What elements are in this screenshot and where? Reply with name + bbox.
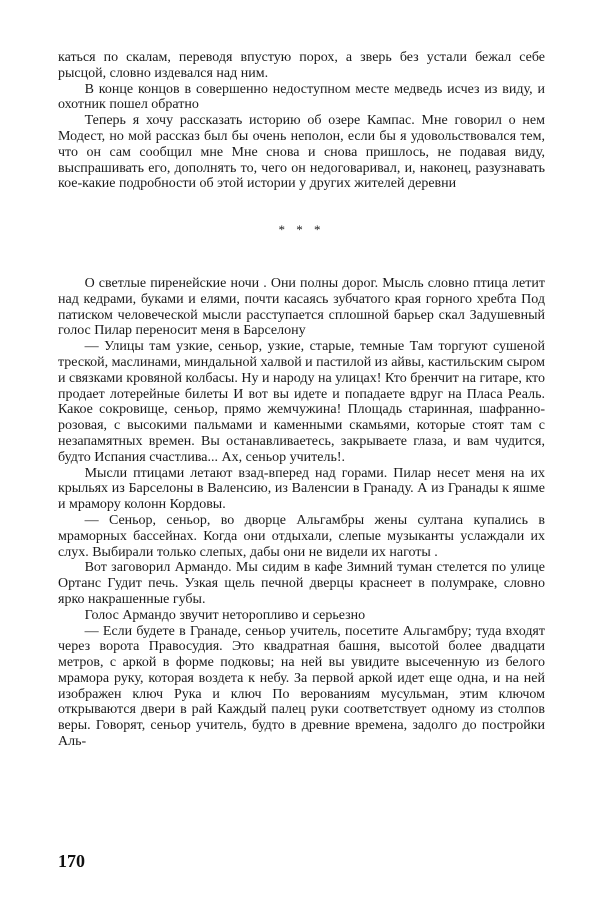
paragraph: каться по скалам, переводя впустую порох, а зверь без устали бежал себе рысцой, словно издевался над ним. xyxy=(58,50,545,81)
page-body xyxy=(58,50,545,750)
paragraph: Вот заговорил Армандо. Мы сидим в кафе Зимний туман стелется по улице Ортанс Гудит печь. Узкая щель печной дверцы краснеет в полумраке, словно ярко накрашенные губы. xyxy=(58,560,545,607)
paragraph: — Если будете в Гранаде, сеньор учитель, посетите Альгамбру; туда входят через ворота Правосудия. Это квадратная башня, высотой более двадцати метров, с аркой в форме подковы; на ней вы увидите высеченную из белого мрамора руку, которая воздета к небу. За первой аркой идет еще одна, и на ней изображен ключ Рука и ключ По верованиям мусульман, этим ключом открываются двери в рай Каждый палец руки соответствует одному из столпов веры. Говорят, сеньор учитель, будто в древние времена, задолго до постройки Аль- xyxy=(58,623,545,750)
section-separator: * * * xyxy=(278,222,325,238)
paragraph: Голос Армандо звучит неторопливо и серьезно xyxy=(84,607,366,623)
paragraph: — Сеньор, сеньор, во дворце Альгамбры жены султана купались в мраморных бассейнах. Когда они отдыхали, слепые музыканты услаждали их слух. Выбирали только слепых, дабы они не видели их наготы . xyxy=(58,512,545,560)
paragraph: О светлые пиренейские ночи . Они полны дорог. Мысль словно птица летит над кедрами, буками и елями, почти касаясь зубчатого края горного хребта Под патиском человеческой мысли расступается сплошной барьер скал Задушевный голос Пилар переносит меня в Барселону xyxy=(58,275,545,339)
paragraph: Теперь я хочу рассказать историю об озере Кампас. Мне говорил о нем Модест, но мой рассказ был бы очень неполон, если бы я удовольствовался тем, что он сам сообщил мне Мне снова и снова пришлось, не подавая виду, выспрашивать его, дополнять то, чего он недоговаривал, и, наконец, разузнавать кое-какие подробности об этой истории у других жителей деревни xyxy=(58,113,545,192)
page-number: 170 xyxy=(58,851,85,871)
paragraph: Мысли птицами летают взад-вперед над горами. Пилар несет меня на их крыльях из Барселоны в Валенсию, из Валенсии в Гранаду. А из Гранады к яшме и мрамору колонн Кордовы. xyxy=(58,465,545,513)
paragraph: — Улицы там узкие, сеньор, узкие, старые, темные Там торгуют сушеной треской, маслинами, миндальной халвой и пастилой из айвы, кастильским сыром и связками кровяной колбасы. Ну и народу на улицах! Кто бренчит на гитаре, кто продает лотерейные билеты И вот вы идете и попадаете вдруг на Пласа Реаль. Какое сокровище, сеньор, прямо жемчужина! Площадь старинная, шафранно-розовая, с высокими пальмами и каменными скамьями, которые стоят там с незапамятных времен. Вы останавливаетесь, закрываете глаза, и вам чудится, будто Испания счастлива... Ах, сеньор учитель!. xyxy=(58,339,546,465)
paragraph: В конце концов в совершенно недоступном месте медведь исчез из виду, и охотник пошел обратно xyxy=(58,81,545,113)
